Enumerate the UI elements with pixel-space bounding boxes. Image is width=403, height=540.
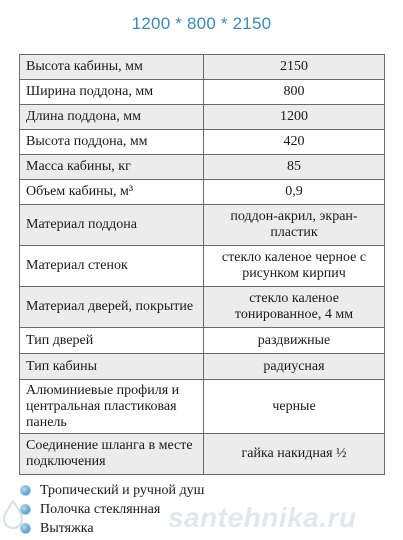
spec-value: гайка накидная ½: [204, 434, 385, 475]
spec-label: Материал дверей, покрытие: [20, 287, 204, 328]
spec-label: Масса кабины, кг: [20, 155, 204, 180]
table-row: [20, 80, 385, 105]
spec-label: Объем кабины, м³: [20, 180, 204, 205]
feature-label: Тропический и ручной душ: [40, 483, 205, 498]
list-item: [20, 500, 204, 519]
spec-label: Соединение шланга в месте подключения: [20, 434, 204, 475]
specs-table: [19, 54, 385, 475]
watermark-text: santehnika.ru: [168, 502, 357, 533]
table-row: [20, 246, 385, 287]
spec-label: Длина поддона, мм: [20, 105, 204, 130]
bullet-icon: [21, 486, 30, 495]
spec-value: радиусная: [204, 354, 385, 380]
spec-label: Тип кабины: [20, 354, 204, 380]
table-row: [20, 380, 385, 434]
spec-label: Алюминиевые профиля и центральная пластиковая панель: [20, 380, 204, 434]
spec-value: 420: [204, 130, 385, 155]
spec-value: черные: [204, 380, 385, 434]
spec-label: Материал поддона: [20, 205, 204, 246]
table-row: [20, 205, 385, 246]
spec-value: 1200: [204, 105, 385, 130]
spec-value: 800: [204, 80, 385, 105]
table-row: [20, 105, 385, 130]
table-row: [20, 328, 385, 354]
spec-value: 2150: [204, 55, 385, 80]
spec-value: раздвижные: [204, 328, 385, 354]
features-list: [20, 481, 204, 538]
spec-label: Тип дверей: [20, 328, 204, 354]
bullet-icon: [21, 505, 30, 514]
table-row: [20, 354, 385, 380]
spec-value: поддон-акрил, экран-пластик: [204, 205, 385, 246]
feature-label: Полочка стеклянная: [40, 502, 161, 517]
spec-label: Высота поддона, мм: [20, 130, 204, 155]
table-row: [20, 287, 385, 328]
table-row: [20, 180, 385, 205]
feature-label: Вытяжка: [40, 521, 94, 536]
list-item: [20, 519, 204, 538]
spec-value: 0,9: [204, 180, 385, 205]
spec-value: стекло каленое тонированное, 4 мм: [204, 287, 385, 328]
table-row: [20, 434, 385, 475]
list-item: [20, 481, 204, 500]
page-title: 1200 * 800 * 2150: [131, 14, 272, 33]
spec-label: Высота кабины, мм: [20, 55, 204, 80]
spec-label: Ширина поддона, мм: [20, 80, 204, 105]
table-row: [20, 55, 385, 80]
table-row: [20, 130, 385, 155]
bullet-icon: [21, 524, 30, 533]
spec-label: Материал стенок: [20, 246, 204, 287]
spec-value: стекло каленое черное с рисунком кирпич: [204, 246, 385, 287]
spec-value: 85: [204, 155, 385, 180]
table-row: [20, 155, 385, 180]
